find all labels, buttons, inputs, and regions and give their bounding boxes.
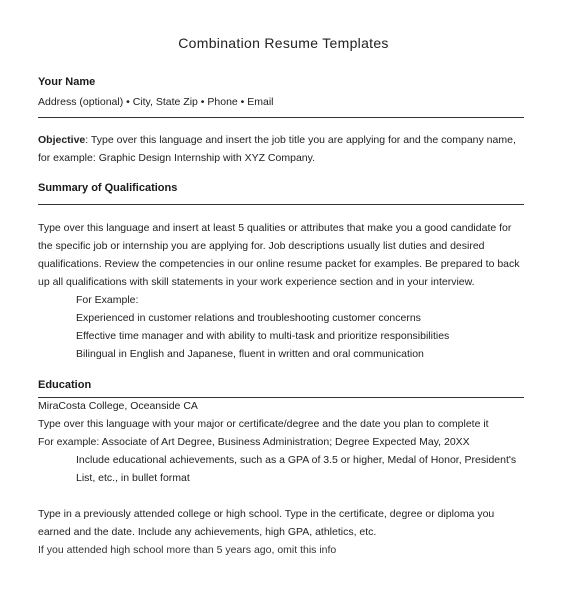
education-line: Type over this language with your major or certificate/degree and the date you plan to complete it (38, 418, 489, 430)
school-name: MiraCosta College, Oceanside CA (38, 400, 198, 412)
education-extra-line: Type in a previously attended college or high school. Type in the certificate, degree or diploma you (38, 508, 495, 520)
objective-label: Objective (38, 134, 86, 146)
resume-name: Your Name (38, 76, 96, 88)
objective-line-2: for example: Graphic Design Internship with XYZ Company. (38, 152, 316, 164)
example-item: Bilingual in English and Japanese, fluent in written and oral communication (76, 348, 424, 360)
example-item: Effective time manager and with ability to multi-task and prioritize responsibilities (76, 330, 450, 342)
education-extra-line: earned and the date. Include any achievements, high GPA, athletics, etc. (38, 526, 377, 538)
summary-line: up all qualifications with skill statements in your work experience section and in your interview. (38, 276, 475, 288)
example-item: Experienced in customer relations and troubleshooting customer concerns (76, 312, 421, 324)
objective-line-1 (38, 134, 516, 146)
education-indent-line: Include educational achievements, such as a GPA of 3.5 or higher, Medal of Honor, President's (76, 454, 517, 466)
summary-heading: Summary of Qualifications (38, 182, 178, 194)
education-indent-line: List, etc., in bullet format (76, 472, 190, 484)
summary-line: the specific job or internship you are applying for. Job descriptions usually list duties and desired (38, 240, 485, 252)
objective-text-1: : Type over this language and insert the job title you are applying for and the company name, (85, 134, 516, 146)
divider (38, 117, 524, 118)
page-title: Combination Resume Templates (178, 35, 389, 51)
summary-line: Type over this language and insert at least 5 qualities or attributes that make you a good candidate for (38, 222, 512, 234)
summary-line: qualifications. Review the competencies in our online resume packet for examples. Be prepared to back (38, 258, 520, 270)
divider (38, 204, 524, 205)
contact-line: Address (optional) • City, State Zip • Phone • Email (38, 96, 274, 108)
education-extra-line: If you attended high school more than 5 years ago, omit this info (38, 544, 337, 556)
example-label: For Example: (76, 294, 139, 306)
education-heading: Education (38, 379, 92, 391)
education-line: For example: Associate of Art Degree, Business Administration; Degree Expected May, 20XX (38, 436, 470, 448)
divider (38, 397, 524, 398)
